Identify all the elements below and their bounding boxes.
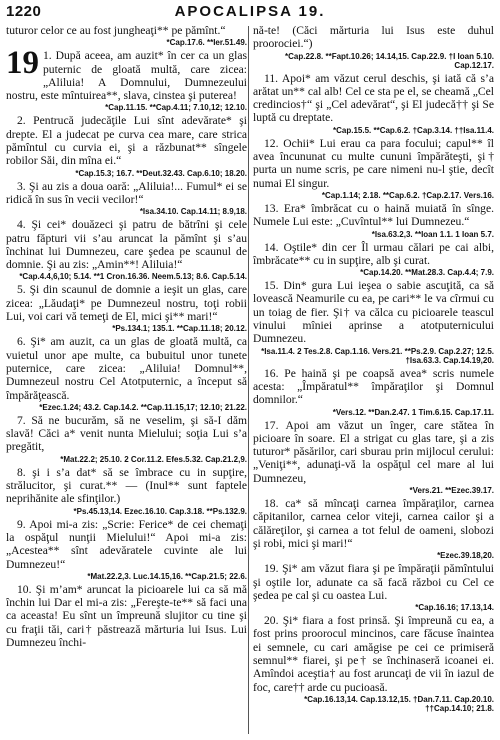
verse-10-continuation: nă-te! (Căci mărturia lui Isus este duhul proorociei.“) (253, 24, 494, 51)
cross-reference: *Isa.11.4. 2 Tes.2.8. Cap.1.16. Vers.21. **Ps.2.9. Cap.2.27; 12.5. †Isa.63.3. Cap.14.19,20. (261, 346, 494, 365)
verse-16: 16. Pe haină şi pe coapsă avea* scris numele acesta: „Împăratul** împăraţilor şi Domnul domnilor.“ (253, 366, 494, 407)
verse-13: 13. Era* îmbrăcat cu o haină muiată în sînge. Numele Lui este: „Cuvîntul** lui Dumnezeu.“ (253, 201, 494, 229)
verse-7: 7. Să ne bucurăm, să ne veselim, şi să-I dăm slavă! Căci a* venit nunta Mielului; soţia Lui s’a pregătit, (6, 413, 247, 454)
verse-4: 4. Şi cei* douăzeci şi patru de bătrîni şi cele patru făpturi vii s’au aruncat la pămînt şi s’au închinat lui Dumnezeu, care şedea pe scaunul de domnie. Şi au zis: „Amin**! Aliluia!“ (6, 218, 247, 272)
verse-9: 9. Apoi mi-a zis: „Scrie: Ferice* de cei chemaţi la ospăţul nunţii Mielului!“ Apoi mi-a zis: „Acestea** sînt adevăratele cuvinte ale lui Dumnezeu!“ (6, 517, 247, 571)
verse-12: 12. Ochii* Lui erau ca para focului; capul** îl avea încununat cu multe cununi împărăteşti, şi† purta un nume scris, pe care nimeni nu-l ştie, decît numai El singur. (253, 136, 494, 190)
verse-10: 10. Şi m’am* aruncat la picioarele lui ca să mă închin lui Dar el mi-a zis: „Fereşte-te** să faci una ca aceasta! Eu sînt un împreună slujitor cu tine şi cu fraţii tăi, cari† păstrează mărturia lui Isus. Lui Dumnezeu închi- (6, 582, 247, 649)
verse-8: 8. şi i s’a dat* să se îmbrace cu in supţire, strălucitor, şi curat.** — (Inul** sunt faptele neprihănite ale sfinţilor.) (6, 465, 247, 506)
verse-17: 17. Apoi am văzut un înger, care stătea în picioare în soare. El a strigat cu glas tare, şi a zis tuturor* păsărilor, cari sburau prin mijlocul cerului: „Veniţi**, adunaţi-vă la ospăţul cel mare al lui Dumnezeu, (253, 418, 494, 485)
verse-5: 5. Şi din scaunul de domnie a ieşit un glas, care zicea: „Lăudaţi* pe Dumnezeul nostru, toţi robii Lui, voi cari vă temeţi de El, mici şi** mari!“ (6, 283, 247, 324)
verse-2: 2. Pentrucă judecăţile Lui sînt adevărate* şi drepte. El a judecat pe curva cea mare, care strica pămîntul cu curvia ei, şi a răzbunat** sîngele robilor Săi, din mîna ei.“ (6, 114, 247, 168)
chapter-start (6, 49, 247, 103)
column-divider (248, 26, 249, 734)
cross-reference: *Ezec.1.24; 43.2. Cap.14.2. **Cap.11.15,17; 12.10; 21.22. (39, 402, 247, 412)
cross-reference: *Cap.1.14; 2.18. **Cap.6.2. †Cap.2.17. Vers.16. (321, 190, 494, 200)
running-title: APOCALIPSA 19. (174, 3, 326, 20)
cross-reference: *Cap.15.5. **Cap.6.2. †Cap.3.14. ††Isa.11.4. (333, 125, 494, 135)
cross-reference: *Isa.34.10. Cap.14.11; 8.9,18. (139, 207, 247, 217)
cross-reference: *Ps.45.13,14. Ezec.16.10. Cap.3.18. **Ps.132.9. (73, 506, 247, 516)
cross-reference: *Ps.134.1; 135.1. **Cap.11.18; 20.12. (112, 324, 247, 334)
page-number: 1220 (6, 3, 42, 20)
verse-14: 14. Oştile* din cer Îl urmau călari pe cai albi, îmbrăcate** cu in supţire, alb şi curat. (253, 240, 494, 267)
cross-reference: *Mat.22.2; 25.10. 2 Cor.11.2. Efes.5.32. Cap.21.2,9. (60, 454, 247, 464)
verse-1: 1. După aceea, am auzit* în cer ca un glas puternic de gloată multă, care zicea: „Aliluia! A Domnului, Dumnezeului nostru, este mîntuirea**, slava, cinstea şi puterea! (6, 49, 247, 103)
cross-reference: *Cap.14.20. **Mat.28.3. Cap.4.4; 7.9. (360, 268, 494, 278)
cross-reference: *Cap.4.4,6,10; 5.14. **1 Cron.16.36. Neem.5.13; 8.6. Cap.5.14. (19, 272, 247, 282)
verse-15: 15. Din* gura Lui ieşea o sabie ascuţită, ca să lovească Neamurile cu ea, pe cari** le va cîrmui cu un toiag de fier. Şi† va călca cu picioarele teascul vinului mîniei aprinse a atotputernicului Dumnezeu. (253, 279, 494, 346)
cross-reference: *Cap.15.3; 16.7. **Deut.32.43. Cap.6.10; 18.20. (75, 168, 247, 178)
cross-reference: *Cap.22.8. **Fapt.10.26; 14.14,15. Cap.22.9. †I Ioan 5.10. Cap.12.17. (285, 51, 494, 70)
cross-reference: *Cap.16.16; 17.13,14. (415, 603, 494, 613)
cross-reference: *Cap.17.6. **Ier.51.49. (166, 38, 247, 48)
verse-19: 19. Şi* am văzut fiara şi pe împăraţii pămîntului şi oştile lor, adunate ca să facă război cu Cel ce şedea pe cal şi cu oastea Lui. (253, 562, 494, 602)
cross-reference: *Vers.21. **Ezec.39.17. (409, 486, 494, 496)
right-column (253, 24, 494, 736)
verse-continuation: tuturor celor ce au fost jungheaţi** pe pămînt.“ (6, 24, 226, 37)
page-header (6, 3, 494, 25)
cross-reference: *Isa.63.2,3. **Ioan 1.1. 1 Ioan 5.7. (371, 229, 494, 239)
cross-reference: *Cap.11.15. **Cap.4.11; 7.10,12; 12.10. (105, 103, 247, 113)
verse-11: 11. Apoi* am văzut cerul deschis, şi iată că s’a arătat un** cal alb! Cel ce sta pe el, se cheamă „Cel credincios†“ şi „Cel adevărat“, şi El judecă†† şi Se luptă cu dreptate. (253, 71, 494, 125)
cross-reference: *Cap.16.13,14. Cap.13.12,15. †Dan.7.11. Cap.20.10. ††Cap.14.10; 21.8. (304, 694, 494, 713)
cross-reference: *Ezec.39.18,20. (437, 551, 494, 561)
verse-6: 6. Şi* am auzit, ca un glas de gloată multă, ca vuietul unor ape multe, ca bubuitul unor tunete puternice, care zicea: „Aliluia! Domnul**, Dumnezeul nostru Cel Atotputernic, a început să împărăţească. (6, 335, 247, 402)
verse-20: 20. Şi* fiara a fost prinsă. Şi împreună cu ea, a fost prins proorocul mincinos, care făcuse înaintea ei semnele, cu cari amăgise pe cei ce primiseră semnul** fiarei, şi pe† se închinaseră icoanei ei. Amîndoi aceştia† au fost aruncaţi de vii în iazul de foc, care†† arde cu pucioasă. (253, 614, 494, 694)
cross-reference: *Vers.12. **Dan.2.47. 1 Tim.6.15. Cap.17.11. (332, 407, 494, 417)
verse-3: 3. Şi au zis a doua oară: „Aliluia!... Fumul* ei se ridică în sus în vecii vecilor!“ (6, 179, 247, 206)
verse-18: 18. ca* să mîncaţi carnea împăraţilor, carnea căpitanilor, carnea celor viteji, carnea cailor şi a călăreţilor, şi carnea a tot felul de oameni, slobozi şi robi, mici şi mari!“ (253, 497, 494, 550)
cross-reference: *Mat.22.2,3. Luc.14.15,16. **Cap.21.5; 22.6. (87, 571, 247, 581)
chapter-number: 19 (6, 49, 39, 82)
left-column (6, 24, 247, 736)
